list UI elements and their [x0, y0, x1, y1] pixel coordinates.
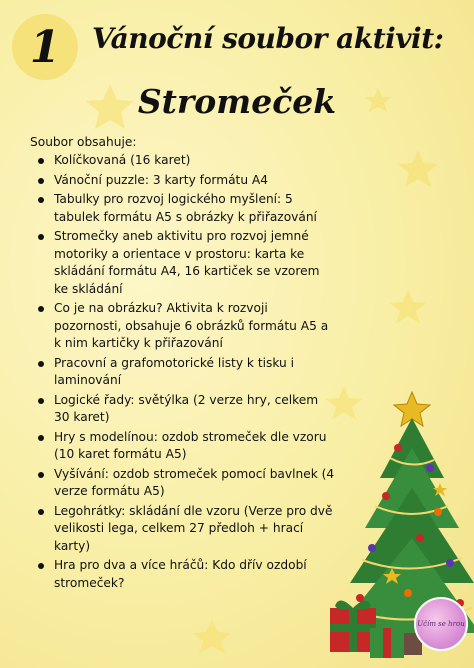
- list-item: Stromečky aneb aktivitu pro rozvoj jemné motoriky a orientace v prostoru: karta ke skládání formátu A4, 16 kartiček se vzorem ke skládání: [36, 228, 336, 298]
- list-item: Hra pro dva a více hráčů: Kdo dřív ozdobí stromeček?: [36, 557, 336, 592]
- list-item: Pracovní a grafomotorické listy k tisku i laminování: [36, 355, 336, 390]
- ornament-icon: [382, 492, 390, 500]
- background-star-icon: [193, 620, 231, 654]
- list-item: Legohrátky: skládání dle vzoru (Verze pro dvě velikosti lega, celkem 27 předloh + hrací karty): [36, 503, 336, 556]
- background-star-icon: [390, 290, 426, 324]
- brand-logo-text: Učím se hrou: [417, 620, 465, 628]
- activity-number-badge: [12, 14, 78, 80]
- page-subtitle: Stromeček: [137, 82, 337, 121]
- ornament-icon: [426, 464, 434, 472]
- contents-list: [36, 152, 336, 594]
- ornament-icon: [434, 508, 442, 516]
- list-item: Vánoční puzzle: 3 karty formátu A4: [36, 172, 336, 190]
- ornament-icon: [404, 589, 412, 597]
- ornament-icon: [356, 594, 364, 602]
- ornament-icon: [416, 534, 424, 542]
- list-item: Tabulky pro rozvoj logického myšlení: 5 tabulek formátu A5 s obrázky k přiřazování: [36, 191, 336, 226]
- list-item: Co je na obrázku? Aktivita k rozvoji pozornosti, obsahuje 6 obrázků formátu A5 a k nim kartičky k přiřazování: [36, 300, 336, 353]
- page-title: Vánoční soubor aktivit:: [92, 22, 444, 55]
- contents-intro: Soubor obsahuje:: [30, 135, 137, 149]
- ornament-icon: [446, 559, 454, 567]
- list-item: Kolíčkovaná (16 karet): [36, 152, 336, 170]
- list-item: Hry s modelínou: ozdob stromeček dle vzoru (10 karet formátu A5): [36, 429, 336, 464]
- list-item: Logické řady: světýlka (2 verze hry, celkem 30 karet): [36, 392, 336, 427]
- list-item: Vyšívání: ozdob stromeček pomocí bavlnek (4 verze formátu A5): [36, 466, 336, 501]
- ornament-icon: [394, 444, 402, 452]
- ornament-icon: [368, 544, 376, 552]
- background-star-icon: [398, 150, 438, 187]
- brand-logo: [414, 597, 468, 651]
- activity-number: 1: [29, 21, 61, 73]
